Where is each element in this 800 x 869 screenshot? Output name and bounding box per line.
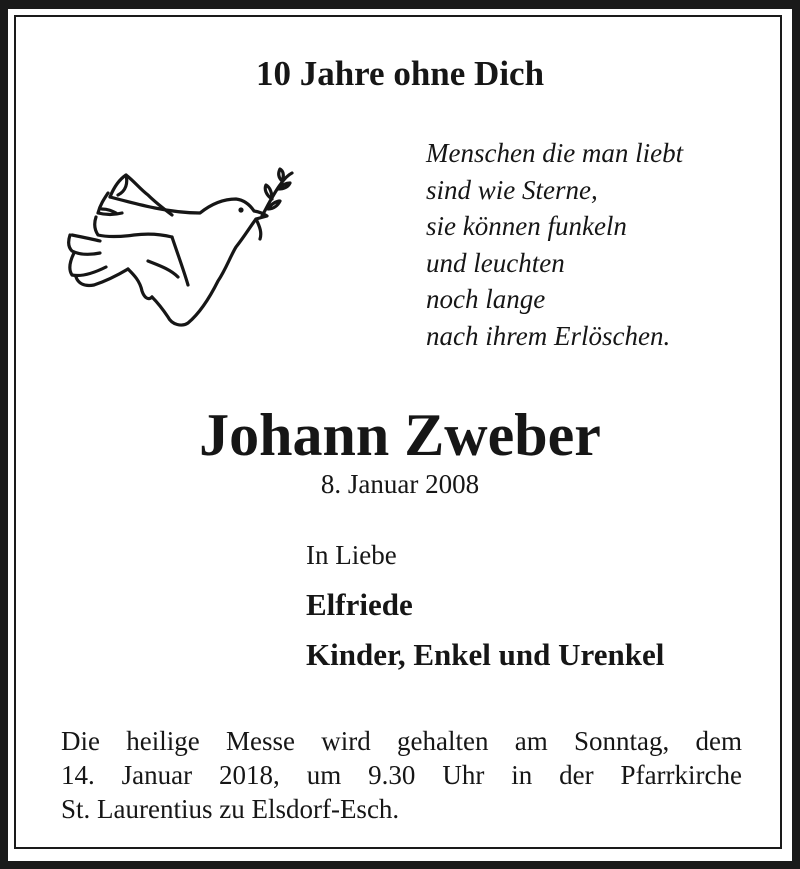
- poem-line: sind wie Sterne,: [426, 174, 598, 205]
- mass-announcement: [61, 724, 742, 826]
- signer-spouse: Elfriede: [306, 587, 413, 622]
- poem-line: und leuchten: [426, 247, 565, 278]
- poem-line: sie können funkeln: [426, 211, 627, 241]
- poem-line: noch lange: [426, 284, 546, 314]
- poem-line: nach ihrem Erlöschen.: [426, 320, 671, 351]
- mass-line: St. Laurentius zu Elsdorf-Esch.: [61, 794, 400, 824]
- dove-with-olive-branch-icon: [60, 165, 300, 335]
- poem-line: Menschen die man liebt: [426, 138, 684, 168]
- mass-line: 14. Januar 2018, um 9.30 Uhr in der Pfarrkirche: [61, 760, 742, 790]
- signer-family: Kinder, Enkel und Urenkel: [306, 637, 665, 672]
- poem: [426, 135, 766, 354]
- in-love-label: In Liebe: [306, 540, 397, 570]
- death-date: 8. Januar 2008: [320, 469, 480, 499]
- mass-line: Die heilige Messe wird gehalten am Sonntag, dem: [61, 726, 742, 756]
- notice-headline: 10 Jahre ohne Dich: [255, 54, 545, 93]
- deceased-name: Johann Zweber: [199, 402, 601, 468]
